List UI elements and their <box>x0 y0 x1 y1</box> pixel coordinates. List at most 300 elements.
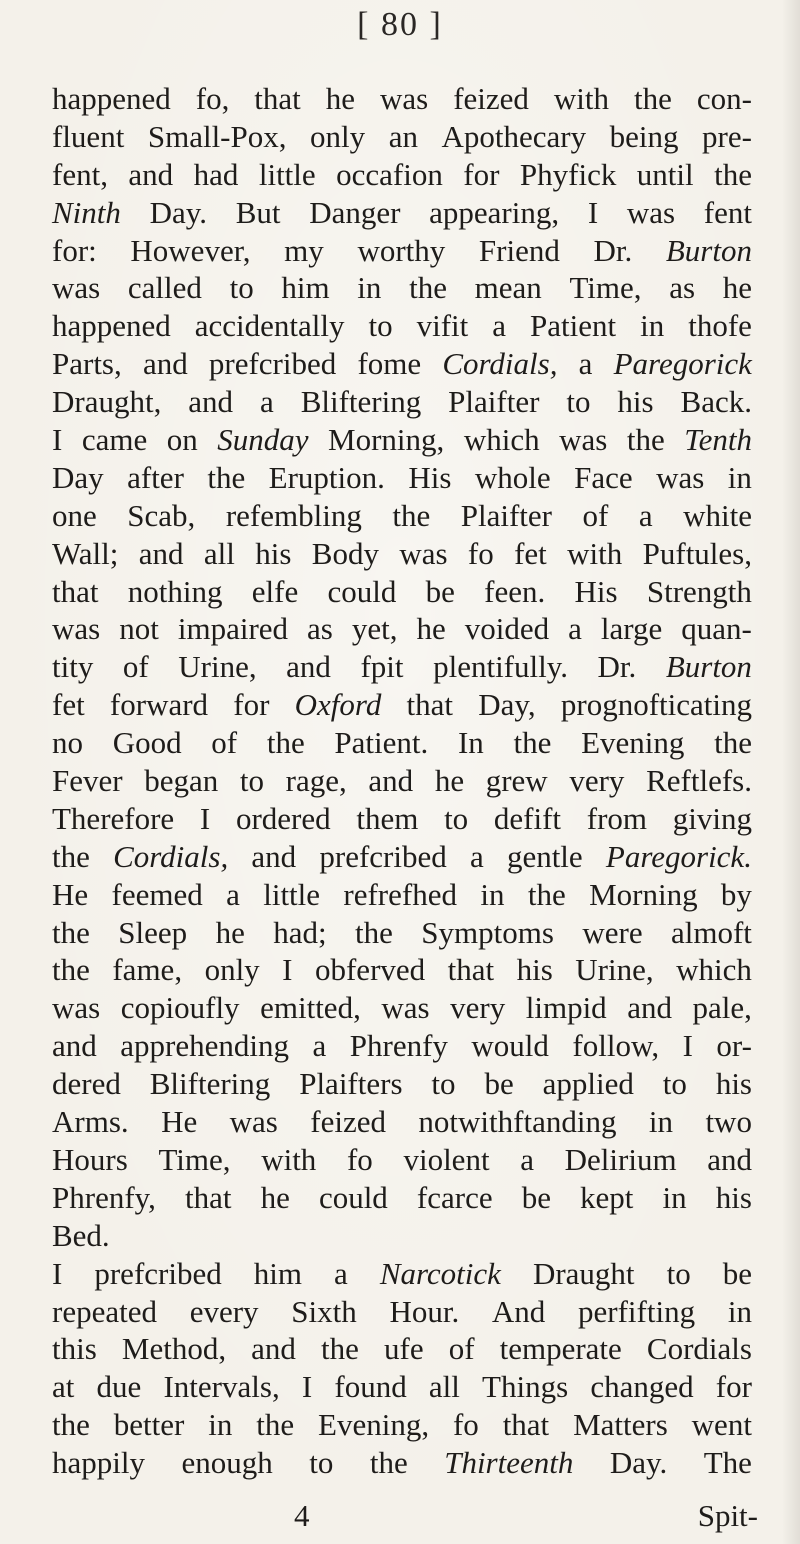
word: Burton <box>665 649 752 685</box>
page-footer <box>52 1498 758 1536</box>
word: Time, <box>569 270 642 306</box>
word: happened <box>52 81 171 116</box>
word: could <box>318 1179 388 1215</box>
word: and <box>128 156 174 192</box>
word: was <box>52 990 101 1026</box>
word: all <box>428 1369 460 1405</box>
word: was <box>52 611 101 647</box>
word: I <box>199 800 211 836</box>
word: he <box>325 81 356 116</box>
text-line <box>52 1027 752 1065</box>
word: I <box>587 194 599 230</box>
text-line <box>52 421 752 459</box>
word: were <box>582 914 643 950</box>
word: kept <box>580 1179 634 1215</box>
word: in <box>640 308 665 344</box>
word: copioufly <box>120 990 240 1026</box>
word: a <box>312 1028 327 1064</box>
text-line <box>52 876 752 914</box>
text-line <box>52 686 752 724</box>
word: His <box>408 459 452 495</box>
text-line <box>52 1255 752 1293</box>
word: Hour. <box>389 1293 460 1329</box>
word: fpit <box>360 649 404 685</box>
word: temperate <box>499 1331 622 1367</box>
word: prefcribed <box>94 1255 222 1291</box>
word: a <box>259 384 274 420</box>
word: Burton <box>665 232 752 268</box>
word: his <box>255 535 292 571</box>
word: in <box>648 1104 674 1140</box>
word: in <box>208 1407 233 1443</box>
word: changed <box>590 1369 694 1405</box>
word: Arms. <box>52 1104 129 1140</box>
word: of <box>448 1331 475 1367</box>
word: happily <box>52 1445 145 1481</box>
word: for <box>233 687 270 723</box>
word: and <box>707 1141 752 1177</box>
word: found <box>334 1369 407 1405</box>
text-line <box>52 1141 752 1179</box>
word: occafion <box>336 156 443 192</box>
word: for <box>715 1369 752 1405</box>
word: enough <box>181 1445 273 1481</box>
text-line <box>52 989 752 1027</box>
word: them <box>356 800 419 836</box>
word: came <box>81 422 148 458</box>
word: Evening, <box>318 1407 430 1443</box>
word: Draught, <box>52 384 162 420</box>
word: Reftlefs. <box>646 763 752 799</box>
word: a <box>520 1141 534 1177</box>
word: and <box>251 838 297 874</box>
text-line <box>52 610 752 648</box>
word: a <box>578 346 593 382</box>
word: tity <box>52 649 94 685</box>
word: would <box>471 1028 549 1064</box>
word: in <box>727 1293 752 1329</box>
word: Back. <box>680 384 752 420</box>
word: his <box>617 384 654 420</box>
word: two <box>705 1104 752 1140</box>
word: The <box>703 1445 752 1481</box>
word: with <box>261 1141 317 1177</box>
text-line <box>52 1065 752 1103</box>
word: him <box>253 1255 302 1291</box>
word: was <box>381 990 430 1026</box>
text-line <box>52 156 752 194</box>
word: Puftules, <box>642 535 752 571</box>
text-line <box>52 1368 752 1406</box>
word: to <box>239 763 265 799</box>
word: thofe <box>688 308 752 344</box>
word: and <box>188 384 234 420</box>
word: by <box>720 876 752 912</box>
word: went <box>691 1407 752 1443</box>
word: began <box>144 763 219 799</box>
word: was <box>380 81 429 116</box>
word: he <box>260 1179 290 1215</box>
word: the <box>409 270 447 306</box>
text-line <box>52 1330 752 1368</box>
word: Dr. <box>593 232 633 268</box>
word: only <box>204 952 260 988</box>
word: Day, <box>478 687 536 723</box>
word: his <box>715 1179 752 1215</box>
text-line <box>52 535 752 573</box>
word: of <box>582 497 609 533</box>
word: perfifting <box>578 1293 696 1329</box>
text-line <box>52 914 752 952</box>
word: impaired <box>177 611 289 647</box>
word: Cordials, <box>442 346 558 382</box>
word: this <box>52 1331 97 1367</box>
word: was <box>626 194 676 230</box>
word: or- <box>716 1028 752 1064</box>
word: which <box>676 952 752 988</box>
word: happened <box>52 308 171 344</box>
word: was <box>656 459 705 495</box>
word: little <box>263 876 321 912</box>
text-line <box>52 762 752 800</box>
word: Therefore <box>52 800 175 836</box>
word: due <box>96 1369 142 1405</box>
word: as <box>669 270 696 306</box>
word: dered <box>52 1066 121 1102</box>
word: Phrenfy, <box>52 1179 156 1215</box>
word: gentle <box>506 838 583 874</box>
word: applied <box>542 1066 634 1102</box>
word: the <box>256 1407 295 1443</box>
word: worthy <box>357 232 446 268</box>
word: to <box>444 800 469 836</box>
word: yet, <box>351 611 398 647</box>
word: being <box>609 118 679 154</box>
word: of <box>211 725 238 761</box>
word: I <box>682 1028 693 1064</box>
text-line <box>52 724 752 762</box>
word: to <box>368 308 393 344</box>
word: Patient <box>530 308 617 344</box>
word: that <box>184 1179 232 1215</box>
word: no <box>52 725 83 761</box>
word: better <box>113 1407 185 1443</box>
word: and <box>142 346 188 382</box>
word: not <box>119 611 159 647</box>
word: that <box>502 1407 550 1443</box>
word: called <box>127 270 202 306</box>
word: every <box>189 1293 259 1329</box>
word: But <box>235 194 281 230</box>
word: fo <box>346 1141 373 1177</box>
word: could <box>327 573 397 609</box>
word: nothing <box>127 573 223 609</box>
text-line <box>52 800 752 838</box>
word: very <box>450 990 506 1026</box>
text-line <box>52 345 752 383</box>
word: my <box>284 232 324 268</box>
text-line <box>52 118 752 156</box>
word: emitted, <box>260 990 361 1026</box>
word: refrefhed <box>343 876 457 912</box>
word: until <box>636 156 694 192</box>
word: his <box>715 1066 752 1102</box>
word: Sleep <box>118 914 188 950</box>
word: the <box>52 1407 90 1443</box>
word: Day. <box>609 1445 668 1481</box>
word: the <box>369 1445 408 1481</box>
word: Paregorick. <box>605 838 752 874</box>
word: was <box>399 535 448 571</box>
text-line <box>52 1444 752 1482</box>
word: he <box>434 763 465 799</box>
text-line <box>52 1179 752 1217</box>
word: fent <box>703 194 752 230</box>
word: Day <box>52 459 104 495</box>
word: a <box>568 611 582 647</box>
word: and <box>138 535 184 571</box>
word: feen. <box>484 573 546 609</box>
word: the <box>633 81 672 116</box>
word: plentifully. <box>433 649 568 685</box>
word: vifit <box>416 308 469 344</box>
word: Bed. <box>52 1217 110 1253</box>
word: he <box>215 914 245 950</box>
word: feemed <box>111 876 203 912</box>
word: the <box>392 497 431 533</box>
word: and <box>627 990 672 1026</box>
word: He <box>161 1104 198 1140</box>
word: fame, <box>112 952 183 988</box>
word: quan- <box>681 611 752 647</box>
word: be <box>521 1179 551 1215</box>
word: Fever <box>52 763 123 799</box>
word: the <box>626 422 665 458</box>
word: Narcotick <box>379 1255 501 1291</box>
word: defift <box>493 800 562 836</box>
word: Friend <box>478 232 560 268</box>
word: Eruption. <box>268 459 385 495</box>
word: Paregorick <box>613 346 752 382</box>
page-number: [ 80 ] <box>357 6 443 43</box>
word: to <box>309 1445 334 1481</box>
word: Patient. <box>334 725 429 761</box>
word: fluent <box>52 118 125 154</box>
word: Cordials <box>646 1331 752 1367</box>
signature-mark: 4 <box>294 1498 310 1533</box>
text-line <box>52 573 752 611</box>
word: Cordials, <box>113 838 229 874</box>
word: only <box>310 118 366 154</box>
word: notwithftanding <box>418 1104 617 1140</box>
word: obferved <box>314 952 426 988</box>
word: all <box>203 535 235 571</box>
word: Body <box>311 535 379 571</box>
word: prognofticating <box>560 687 752 723</box>
word: pre- <box>702 118 752 154</box>
word: Thirteenth <box>444 1445 574 1481</box>
word: giving <box>672 800 752 836</box>
text-line <box>52 269 752 307</box>
text-line <box>52 1103 752 1141</box>
word: that <box>406 687 454 723</box>
word: appearing, <box>429 194 560 230</box>
word: fo, <box>195 81 230 116</box>
word: pale, <box>692 990 752 1026</box>
text-line <box>52 80 752 118</box>
body-text <box>52 80 752 1482</box>
word: apprehending <box>120 1028 289 1064</box>
word: white <box>683 497 752 533</box>
text-line <box>52 648 752 686</box>
word: Urine, <box>178 649 257 685</box>
word: was <box>229 1104 278 1140</box>
word: Face <box>574 459 633 495</box>
word: little <box>258 156 316 192</box>
word: fent, <box>52 156 108 192</box>
word: his <box>516 952 553 988</box>
word: fet <box>514 535 547 571</box>
text-line <box>52 383 752 421</box>
word: Matters <box>573 1407 668 1443</box>
word: However, <box>130 232 251 268</box>
word: and <box>368 763 414 799</box>
word: to <box>666 1255 691 1291</box>
word: grew <box>485 763 548 799</box>
word: the <box>52 952 90 988</box>
word: him <box>281 270 330 306</box>
word: to <box>566 384 591 420</box>
word: Symptoms <box>421 914 554 950</box>
word: in <box>727 459 752 495</box>
word: that <box>254 81 301 116</box>
word: the <box>527 876 566 912</box>
word: refembling <box>225 497 362 533</box>
word: and <box>251 1331 296 1367</box>
word: I <box>52 1255 63 1291</box>
word: had; <box>273 914 327 950</box>
word: one <box>52 497 97 533</box>
word: that <box>52 573 99 609</box>
word: and <box>286 649 331 685</box>
text-line <box>52 838 752 876</box>
word: I <box>52 422 63 458</box>
text-line <box>52 1293 752 1331</box>
word: Evening <box>581 725 685 761</box>
word: and <box>52 1028 97 1064</box>
word: a <box>226 876 240 912</box>
word: con- <box>696 81 752 116</box>
word: fome <box>357 346 422 382</box>
word: a <box>469 838 484 874</box>
word: rage, <box>285 763 347 799</box>
word: an <box>388 118 418 154</box>
word: Phrenfy <box>349 1028 448 1064</box>
word: as <box>307 611 333 647</box>
word: Morning <box>589 876 698 912</box>
word: feized <box>453 81 529 116</box>
word: be <box>425 573 455 609</box>
word: Strength <box>646 573 752 609</box>
word: with <box>553 81 609 116</box>
word: Danger <box>309 194 401 230</box>
word: very <box>569 763 625 799</box>
word: Draught <box>532 1255 635 1291</box>
word: Hours <box>52 1141 128 1177</box>
text-line <box>52 459 752 497</box>
word: Method, <box>121 1331 227 1367</box>
word: He <box>52 876 89 912</box>
word: Day. <box>149 194 207 230</box>
word: Morning, <box>328 422 445 458</box>
word: In <box>457 725 484 761</box>
word: I <box>301 1369 313 1405</box>
text-line <box>52 232 752 270</box>
word: fo <box>452 1407 479 1443</box>
word: Dr. <box>597 649 637 685</box>
word: for <box>463 156 500 192</box>
word: feized <box>310 1104 386 1140</box>
word: the <box>355 914 393 950</box>
word: a <box>492 308 507 344</box>
word: that <box>447 952 495 988</box>
word: Wall; <box>52 535 119 571</box>
word: Ninth <box>52 194 121 230</box>
word: Apothecary <box>441 118 587 154</box>
word: the <box>266 725 305 761</box>
word: Parts, <box>52 346 122 382</box>
word: mean <box>474 270 542 306</box>
word: ufe <box>384 1331 424 1367</box>
page-edge-shadow <box>782 0 800 1544</box>
word: Phyfick <box>519 156 617 192</box>
text-line <box>52 1217 752 1255</box>
word: Scab, <box>127 497 196 533</box>
word: had <box>193 156 239 192</box>
text-line <box>52 497 752 535</box>
word: which <box>463 422 540 458</box>
word: to <box>662 1066 687 1102</box>
catchword: Spit- <box>697 1498 758 1533</box>
word: Plaifter <box>448 384 540 420</box>
word: Good <box>112 725 182 761</box>
word: on <box>166 422 198 458</box>
word: from <box>586 800 648 836</box>
word: a <box>638 497 653 533</box>
word: the <box>207 459 246 495</box>
word: And <box>491 1293 546 1329</box>
word: accidentally <box>194 308 345 344</box>
word: I <box>282 952 293 988</box>
word: in <box>480 876 505 912</box>
word: to <box>229 270 254 306</box>
text-line <box>52 951 752 989</box>
word: voided <box>464 611 550 647</box>
word: the <box>513 725 552 761</box>
word: large <box>600 611 663 647</box>
word: Urine, <box>575 952 654 988</box>
word: the <box>52 838 90 874</box>
word: was <box>559 422 608 458</box>
word: Time, <box>158 1141 231 1177</box>
word: Bliftering <box>149 1066 271 1102</box>
word: limpid <box>525 990 607 1026</box>
word: a <box>334 1255 348 1291</box>
word: he <box>722 270 752 306</box>
text-line <box>52 1406 752 1444</box>
word: be <box>722 1255 752 1291</box>
word: elfe <box>251 573 299 609</box>
